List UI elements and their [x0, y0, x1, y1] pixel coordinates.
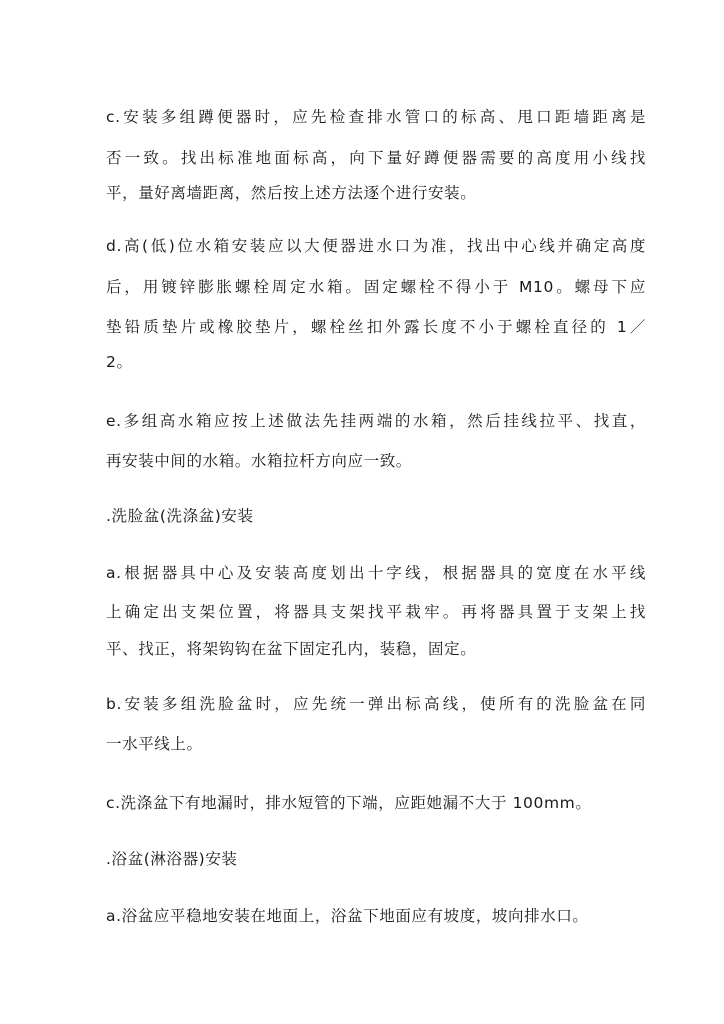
text-line: 上确定出支架位置，将器具支架找平栽牢。再将器具置于支架上找: [106, 603, 646, 621]
text-line: d.高(低)位水箱安装应以大便器进水口为准，找出中心线并确定高度: [106, 237, 646, 255]
text-line: e.多组高水箱应按上述做法先挂两端的水箱，然后挂线拉平、找直，: [106, 412, 646, 430]
text-line: 一水平线上。: [106, 735, 203, 753]
text-line: a.浴盆应平稳地安装在地面上，浴盆下地面应有坡度，坡向排水口。: [106, 907, 589, 925]
text-line: 平、找正，将架钩钩在盆下固定孔内，装稳，固定。: [106, 640, 477, 658]
text-line: c.安装多组蹲便器时，应先检查排水管口的标高、甩口距墙距离是: [106, 108, 646, 126]
section-heading: .浴盆(淋浴器)安装: [106, 850, 238, 868]
text-line: 平，量好离墙距离，然后按上述方法逐个进行安装。: [106, 184, 477, 202]
text-line: c.洗涤盆下有地漏时，排水短管的下端，应距她漏不大于 100mm。: [106, 794, 592, 812]
text-line: 再安装中间的水箱。水箱拉杆方向应一致。: [106, 452, 412, 470]
text-line: b.安装多组洗脸盆时，应先统一弹出标高线，使所有的洗脸盆在同: [106, 695, 646, 713]
text-line: a.根据器具中心及安装高度划出十字线，根据器具的宽度在水平线: [106, 564, 646, 582]
text-line: 2。: [106, 353, 133, 371]
text-line: 垫铅质垫片或橡胶垫片，螺栓丝扣外露长度不小于螺栓直径的 1／: [106, 318, 646, 336]
text-line: 后，用镀锌膨胀螺栓周定水箱。固定螺栓不得小于 M10。螺母下应: [106, 278, 646, 296]
text-line: 否一致。找出标准地面标高，向下量好蹲便器需要的高度用小线找: [106, 149, 646, 167]
section-heading: .洗脸盆(洗涤盆)安装: [106, 507, 254, 525]
